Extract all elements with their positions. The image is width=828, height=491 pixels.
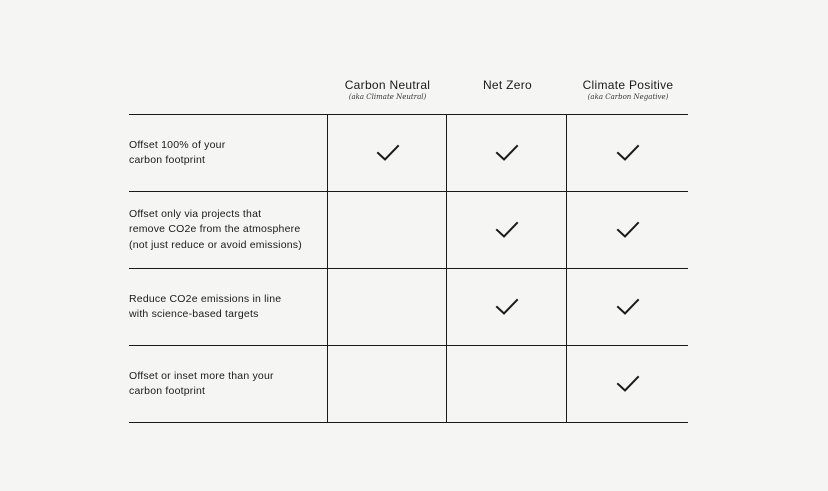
column-title: Net Zero xyxy=(482,78,533,92)
check-icon xyxy=(495,144,519,162)
column-header-climate-positive xyxy=(568,78,688,102)
check-icon xyxy=(616,375,640,393)
column-title: Climate Positive xyxy=(582,78,674,92)
cell-carbon-neutral xyxy=(327,346,447,422)
cell-climate-positive xyxy=(566,346,689,422)
column-header-net-zero xyxy=(447,78,568,92)
check-icon xyxy=(616,298,640,316)
cell-climate-positive xyxy=(566,115,689,191)
row-label: Offset 100% of your carbon footprint xyxy=(129,138,226,166)
row-label: Offset only via projects that remove CO2e from the atmosphere (not just reduce or avoid emissions) xyxy=(129,207,302,251)
cell-climate-positive xyxy=(566,269,689,345)
check-icon xyxy=(495,221,519,239)
cell-carbon-neutral xyxy=(327,269,447,345)
row-label: Reduce CO2e emissions in line with science-based targets xyxy=(129,292,282,320)
cell-net-zero xyxy=(446,115,567,191)
check-icon xyxy=(376,144,400,162)
cell-carbon-neutral xyxy=(327,115,447,191)
column-header-carbon-neutral xyxy=(328,78,447,102)
check-icon xyxy=(616,144,640,162)
table-row xyxy=(129,346,688,423)
column-title: Carbon Neutral xyxy=(344,78,431,92)
check-icon xyxy=(495,298,519,316)
check-icon xyxy=(616,221,640,239)
cell-climate-positive xyxy=(566,192,689,268)
column-subtitle: (aka Carbon Negative) xyxy=(587,93,669,101)
column-subtitle: (aka Climate Neutral) xyxy=(348,93,427,101)
row-label: Offset or inset more than your carbon footprint xyxy=(129,369,274,397)
comparison-table xyxy=(129,70,688,423)
cell-carbon-neutral xyxy=(327,192,447,268)
table-row xyxy=(129,269,688,346)
table-header xyxy=(129,70,688,115)
table-row xyxy=(129,192,688,269)
cell-net-zero xyxy=(446,192,567,268)
table-row xyxy=(129,115,688,192)
cell-net-zero xyxy=(446,346,567,422)
cell-net-zero xyxy=(446,269,567,345)
